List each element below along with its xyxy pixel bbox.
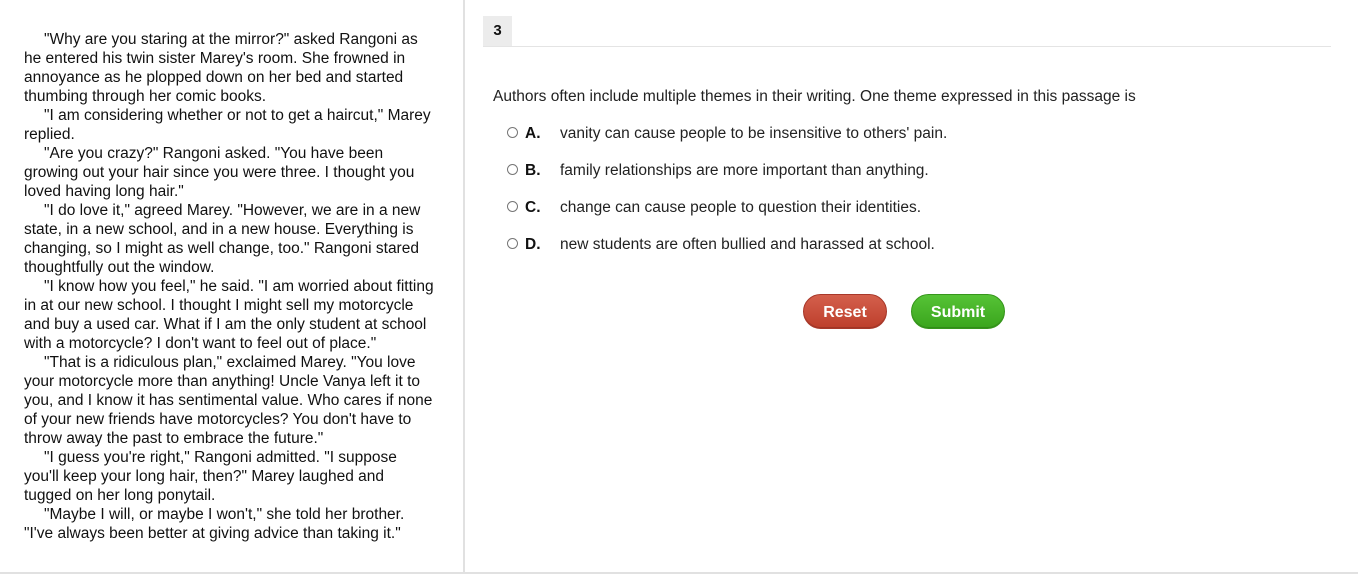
reset-button[interactable]: Reset xyxy=(803,294,887,329)
passage-text xyxy=(24,30,434,543)
choice-letter: B. xyxy=(525,162,541,179)
choice-letter: A. xyxy=(525,125,541,142)
radio-button[interactable] xyxy=(507,127,518,138)
choice-text: new students are often bullied and harassed at school. xyxy=(560,236,935,253)
passage-paragraph: "I am considering whether or not to get a haircut," Marey replied. xyxy=(24,107,431,143)
radio-button[interactable] xyxy=(507,201,518,212)
choice-c[interactable] xyxy=(507,196,1107,233)
choice-b[interactable] xyxy=(507,159,1107,196)
answer-choices xyxy=(507,122,1107,270)
submit-button[interactable]: Submit xyxy=(911,294,1005,329)
choice-text: family relationships are more important than anything. xyxy=(560,162,929,179)
passage-paragraph: "I guess you're right," Rangoni admitted. "I suppose you'll keep your long hair, then?" Marey laughed and tugged on her long ponytail. xyxy=(24,449,397,504)
passage-paragraph: "I do love it," agreed Marey. "However, we are in a new state, in a new school, and in a new house. Everything is changing, so I might as well change, too." Rangoni stared thoughtfully out the window. xyxy=(24,202,421,276)
choice-a[interactable] xyxy=(507,122,1107,159)
passage-paragraph: "That is a ridiculous plan," exclaimed Marey. "You love your motorcycle more than anything! Uncle Vanya left it to you, and I know it has sentimental value. Who cares if none of your new friends have motorcycles? You don't have to throw away the past to embrace the future." xyxy=(24,354,433,447)
question-pane xyxy=(467,0,1358,572)
question-number: 3 xyxy=(483,16,512,46)
choice-text: vanity can cause people to be insensitive to others' pain. xyxy=(560,125,948,142)
choice-letter: D. xyxy=(525,236,541,253)
question-stem: Authors often include multiple themes in their writing. One theme expressed in this passage is xyxy=(493,88,1136,105)
passage-paragraph: "Maybe I will, or maybe I won't," she told her brother. "I've always been better at giving advice than taking it." xyxy=(24,506,405,542)
choice-d[interactable] xyxy=(507,233,1107,270)
question-header xyxy=(483,16,1331,47)
radio-button[interactable] xyxy=(507,164,518,175)
passage-pane[interactable] xyxy=(0,0,465,572)
choice-letter: C. xyxy=(525,199,541,216)
passage-paragraph: "Are you crazy?" Rangoni asked. "You have been growing out your hair since you were three. I thought you loved having long hair." xyxy=(24,145,415,200)
choice-text: change can cause people to question their identities. xyxy=(560,199,922,216)
passage-paragraph: "Why are you staring at the mirror?" asked Rangoni as he entered his twin sister Marey's room. She frowned in annoyance as he plopped down on her bed and started thumbing through her comic books. xyxy=(24,31,418,105)
passage-paragraph: "I know how you feel," he said. "I am worried about fitting in at our new school. I thought I might sell my motorcycle and buy a used car. What if I am the only student at school with a motorcycle? I don't want to feel out of place." xyxy=(24,278,434,352)
radio-button[interactable] xyxy=(507,238,518,249)
